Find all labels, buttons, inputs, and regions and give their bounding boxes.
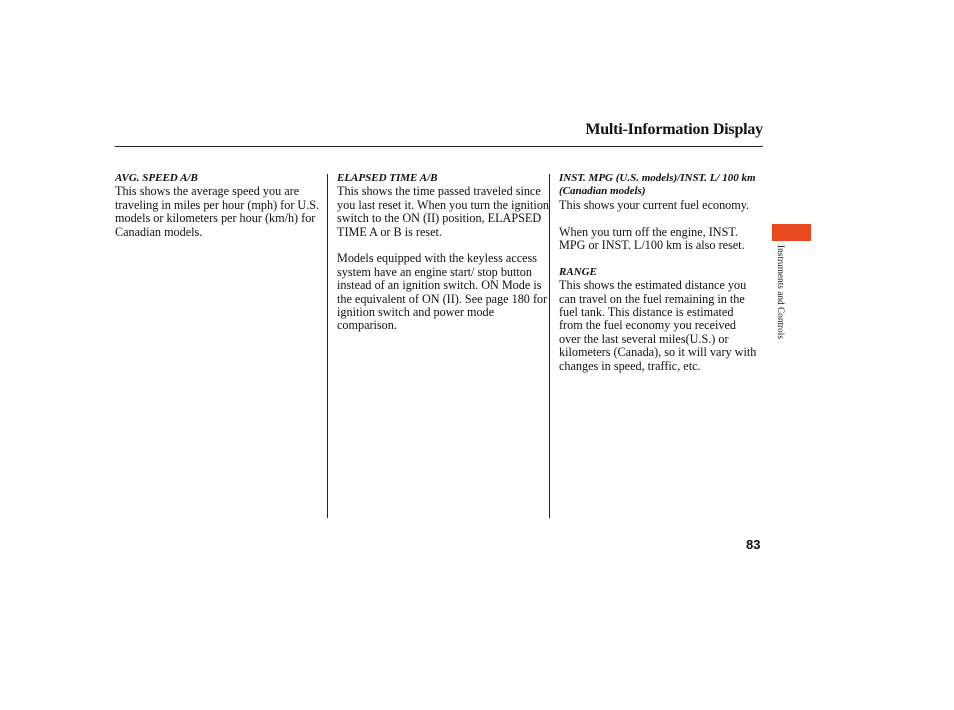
section-text-keyless-access: Models equipped with the keyless access system have an engine start/ stop button instead of an ignition switch. ON Mode is the equivalent of ON (II). See page 180 for ignition switch and power mode comparison.	[337, 251, 548, 333]
column-3	[559, 172, 759, 386]
side-section-label: Instruments and Controls	[775, 245, 785, 339]
page-title: Multi-Information Display	[585, 121, 763, 138]
header-rule	[115, 146, 763, 147]
section-text-range: This shows the estimated distance you can travel on the fuel remaining in the fuel tank. This distance is estimated from the fuel economy you received over the last several miles(U.S.) or kilometers (Canada), so it will vary with changes in speed, traffic, etc.	[559, 278, 757, 373]
section-heading-elapsed-time: ELAPSED TIME A/B	[337, 172, 438, 184]
section-tab	[772, 224, 811, 241]
column-2	[337, 172, 549, 346]
section-heading-range: RANGE	[559, 265, 597, 278]
section-text-elapsed-time: This shows the time passed traveled since you last reset it. When you turn the ignition switch to the ON (II) position, ELAPSED TIME A or B is reset.	[337, 184, 550, 239]
section-text-inst-mpg: This shows your current fuel economy.	[559, 197, 750, 212]
column-divider-2	[549, 174, 550, 518]
page-number: 83	[746, 537, 761, 552]
section-heading-avg-speed: AVG. SPEED A/B	[115, 172, 198, 184]
column-1	[115, 172, 327, 252]
section-heading-inst-mpg: INST. MPG (U.S. models)/INST. L/ 100 km (Canadian models)	[559, 172, 756, 198]
section-text-avg-speed: This shows the average speed you are traveling in miles per hour (mph) for U.S. models or kilometers per hour (km/h) for Canadian models.	[115, 184, 320, 239]
column-divider-1	[327, 174, 328, 518]
section-text-inst-mpg-reset: When you turn off the engine, INST. MPG or INST. L/100 km is also reset.	[559, 224, 745, 253]
